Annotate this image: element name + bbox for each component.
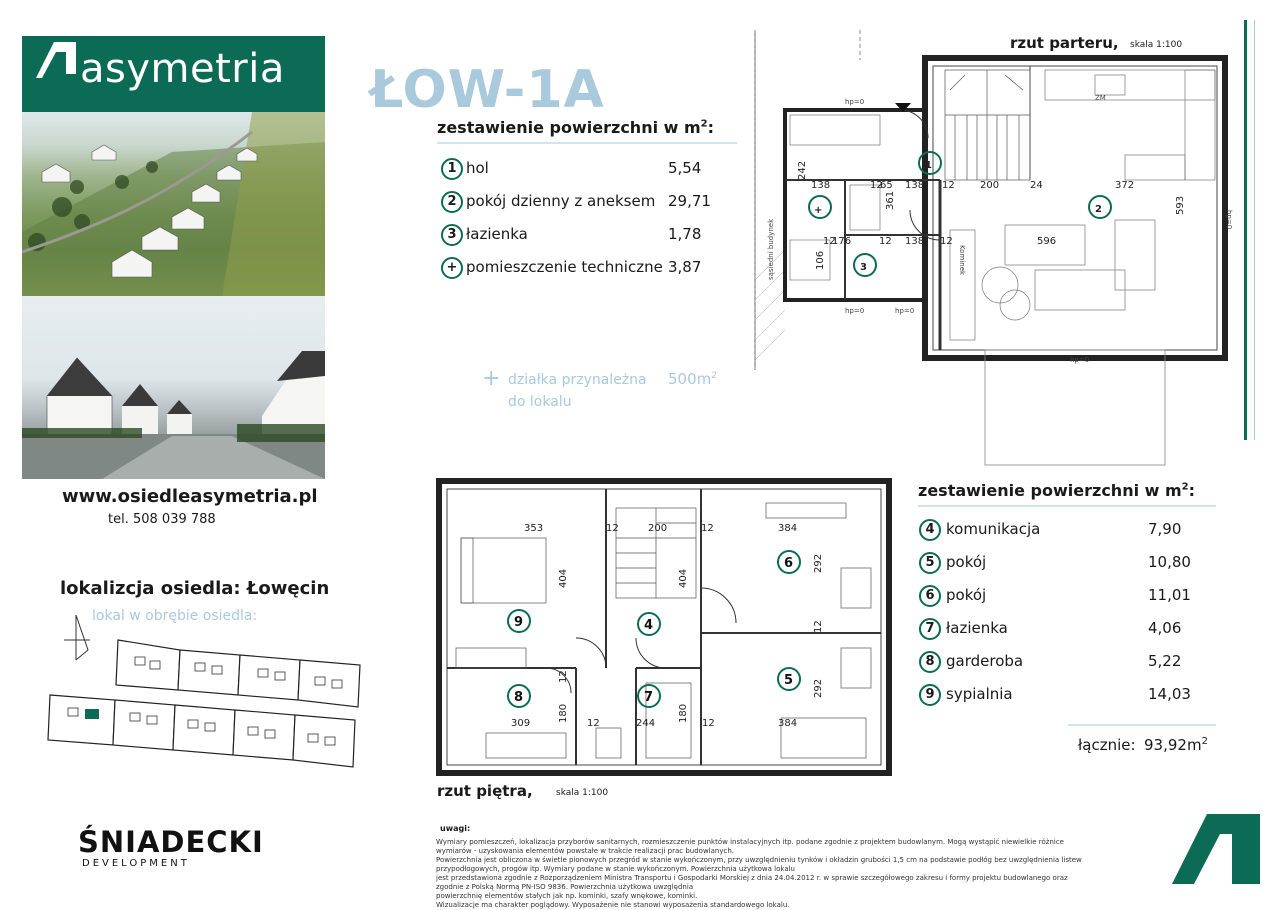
note-line: powierzchnię elementów stałych jak np. kominki, szafy wnękowe, kominki. — [436, 892, 698, 900]
svg-text:hp=0: hp=0 — [845, 307, 865, 315]
area-label: sypialnia — [946, 685, 1013, 703]
svg-text:12: 12 — [701, 523, 714, 534]
svg-text:Kominek: Kominek — [958, 245, 966, 276]
svg-text:ZM: ZM — [1095, 94, 1106, 102]
ground-area-title: zestawienie powierzchni w $m^2$: — [437, 118, 715, 137]
svg-text:176: 176 — [832, 236, 852, 247]
area-number-badge: 5 — [919, 552, 941, 574]
area-number-badge: 7 — [919, 618, 941, 640]
area-value: 7,90 — [1148, 520, 1182, 538]
area-label: garderoba — [946, 652, 1024, 670]
svg-text:106: 106 — [815, 250, 826, 270]
svg-text:384: 384 — [778, 523, 798, 534]
divider — [437, 142, 737, 144]
area-value: 1,78 — [668, 225, 702, 243]
svg-text:384: 384 — [778, 718, 798, 729]
svg-text:353: 353 — [524, 523, 544, 534]
estate-site-map — [30, 595, 380, 785]
area-label: pokój — [946, 553, 987, 571]
ground-area-summary — [437, 118, 737, 137]
svg-text:+: + — [814, 205, 823, 216]
svg-text:12: 12 — [702, 718, 715, 729]
aerial-visualization-image — [22, 112, 325, 296]
area-value: 29,71 — [668, 192, 711, 210]
svg-text:12: 12 — [558, 670, 569, 683]
svg-text:2: 2 — [1095, 204, 1102, 215]
area-value: 14,03 — [1148, 685, 1191, 703]
area-label: pokój — [946, 586, 987, 604]
brand-name: asymetria — [80, 46, 285, 92]
plus-icon: + — [482, 366, 501, 391]
area-number-badge: 9 — [919, 684, 941, 706]
svg-text:596: 596 — [1037, 236, 1057, 247]
svg-text:sąsiedni budynek: sąsiedni budynek — [767, 218, 775, 280]
svg-text:hp=0: hp=0 — [845, 98, 865, 106]
svg-text:244: 244 — [636, 718, 656, 729]
area-label: komunikacja — [946, 520, 1041, 538]
upper-floor-plan — [436, 478, 896, 778]
svg-text:309: 309 — [511, 718, 531, 729]
area-label: pokój dzienny z aneksem — [466, 192, 656, 210]
svg-text:404: 404 — [558, 568, 569, 588]
svg-text:hp=0: hp=0 — [895, 307, 915, 315]
area-number-badge: 2 — [441, 191, 463, 213]
area-label: łazienka — [466, 225, 528, 243]
area-label: hol — [466, 159, 489, 177]
area-value: 10,80 — [1148, 553, 1191, 571]
area-label: pomieszczenie techniczne — [466, 258, 663, 276]
svg-text:5: 5 — [784, 673, 794, 688]
location-title: lokalizcja osiedla: Łowęcin — [60, 578, 330, 599]
ground-plan-scale: skala 1:100 — [1130, 40, 1183, 50]
svg-text:138: 138 — [811, 180, 831, 191]
svg-text:404: 404 — [678, 568, 689, 588]
svg-text:200: 200 — [648, 523, 668, 534]
upper-plan-title: rzut piętra, — [437, 782, 533, 800]
notes-list — [436, 838, 1096, 910]
upper-area-summary — [918, 481, 1218, 500]
area-label: łazienka — [946, 619, 1008, 637]
svg-text:292: 292 — [813, 553, 824, 573]
developer-name: ŚNIADECKI — [78, 825, 264, 859]
note-line: Wymiary pomieszczeń, lokalizacja przyborów sanitarnych, rozmieszczenie punktów instalacyjnych itp. podane zgodnie z projektem budowlanym. Mogą wystąpić niewielkie różnice wymiarów - uzyskowania elementów powstałe w trakcie realizacji prac budowlanych. — [436, 838, 1064, 855]
svg-text:593: 593 — [1175, 195, 1186, 215]
svg-text:12: 12 — [813, 620, 824, 633]
svg-text:361: 361 — [885, 190, 896, 210]
divider — [1068, 724, 1216, 726]
svg-text:8: 8 — [514, 690, 524, 705]
note-line: jest przedstawiona zgodnie z Rozporządzeniem Ministra Transportu i Gospodarki Morskiej z dnia 24.04.2012 r. w sprawie szczegółowego zakresu i formy projektu budowlanego oraz zgodnie z Polską Normą PN-ISO 9836. Powierzchnia użytkowa uwzględnia — [436, 874, 1068, 891]
area-number-badge: 6 — [919, 585, 941, 607]
plot-label-2: do lokalu — [508, 394, 572, 410]
area-value: 5,22 — [1148, 652, 1182, 670]
svg-text:292: 292 — [813, 678, 824, 698]
area-value: 5,54 — [668, 159, 702, 177]
svg-text:200: 200 — [980, 180, 1000, 191]
street-visualization-image — [22, 296, 325, 479]
svg-text:6: 6 — [784, 556, 794, 571]
area-number-badge: 8 — [919, 651, 941, 673]
svg-text:24: 24 — [1030, 180, 1043, 191]
svg-text:242: 242 — [797, 160, 808, 180]
total-label: łącznie: — [1078, 736, 1136, 754]
svg-text:9: 9 — [514, 615, 524, 630]
note-line: Wizualizacje ma charakter poglądowy. Wyposażenie nie stanowi wyposażenia standardowego lokalu. — [436, 901, 790, 909]
area-value: 11,01 — [1148, 586, 1191, 604]
svg-text:4: 4 — [644, 618, 654, 633]
svg-text:12: 12 — [879, 236, 892, 247]
area-number-badge: + — [441, 257, 463, 279]
brand-header — [22, 36, 325, 112]
brand-logo-icon — [36, 42, 76, 78]
upper-plan-scale: skala 1:100 — [556, 788, 609, 798]
svg-text:12: 12 — [940, 236, 953, 247]
svg-text:hp=0: hp=0 — [1225, 210, 1233, 230]
ground-floor-plan — [745, 30, 1265, 470]
divider — [918, 505, 1216, 507]
svg-text:180: 180 — [678, 703, 689, 723]
svg-text:12: 12 — [587, 718, 600, 729]
svg-text:12: 12 — [870, 180, 883, 191]
total-value: $93,92m^2$ — [1144, 736, 1208, 754]
svg-text:3: 3 — [860, 262, 867, 273]
phone-number[interactable]: tel. 508 039 788 — [108, 512, 216, 527]
area-value: 4,06 — [1148, 619, 1182, 637]
corner-logo-icon — [1172, 814, 1262, 884]
edge-decor-line — [1244, 20, 1247, 440]
area-value: 3,87 — [668, 258, 702, 276]
area-number-badge: 3 — [441, 224, 463, 246]
ground-plan-title: rzut parteru, — [1010, 34, 1119, 52]
website-link[interactable]: www.osiedleasymetria.pl — [62, 486, 318, 507]
location-subtitle: lokal w obrębie osiedla: — [92, 608, 258, 624]
upper-area-title: zestawienie powierzchni w $m^2$: — [918, 481, 1196, 500]
edge-decor-line — [1254, 20, 1255, 440]
svg-text:12: 12 — [606, 523, 619, 534]
svg-text:372: 372 — [1115, 180, 1135, 191]
notes-title: uwagi: — [440, 824, 471, 833]
developer-subtitle: DEVELOPMENT — [82, 858, 190, 869]
svg-text:hp=0: hp=0 — [1070, 356, 1090, 364]
svg-text:1: 1 — [925, 160, 932, 171]
highlighted-unit-marker — [85, 709, 99, 719]
plot-label: działka przynależna — [508, 372, 647, 388]
area-number-badge: 1 — [441, 158, 463, 180]
svg-text:138: 138 — [905, 236, 925, 247]
svg-text:12: 12 — [823, 236, 836, 247]
svg-text:65: 65 — [880, 180, 893, 191]
unit-code: ŁOW-1A — [370, 60, 605, 120]
svg-text:138: 138 — [905, 180, 925, 191]
svg-text:7: 7 — [644, 690, 654, 705]
note-line: Powierzchnia jest obliczona w świetle pionowych przegród w stanie wykończonym, przy uwzględnieniu tynków i okładzin grubości 1,5 cm na podstawie podłóg bez uwzględnienia listew przypodłogowych, progów itp. Wymiary podane w stanie wykończonym. Powierzchnia użytkowa lokalu — [436, 856, 1082, 873]
plot-value: $500m^2$ — [668, 370, 717, 388]
svg-text:12: 12 — [942, 180, 955, 191]
svg-text:180: 180 — [558, 703, 569, 723]
area-number-badge: 4 — [919, 519, 941, 541]
